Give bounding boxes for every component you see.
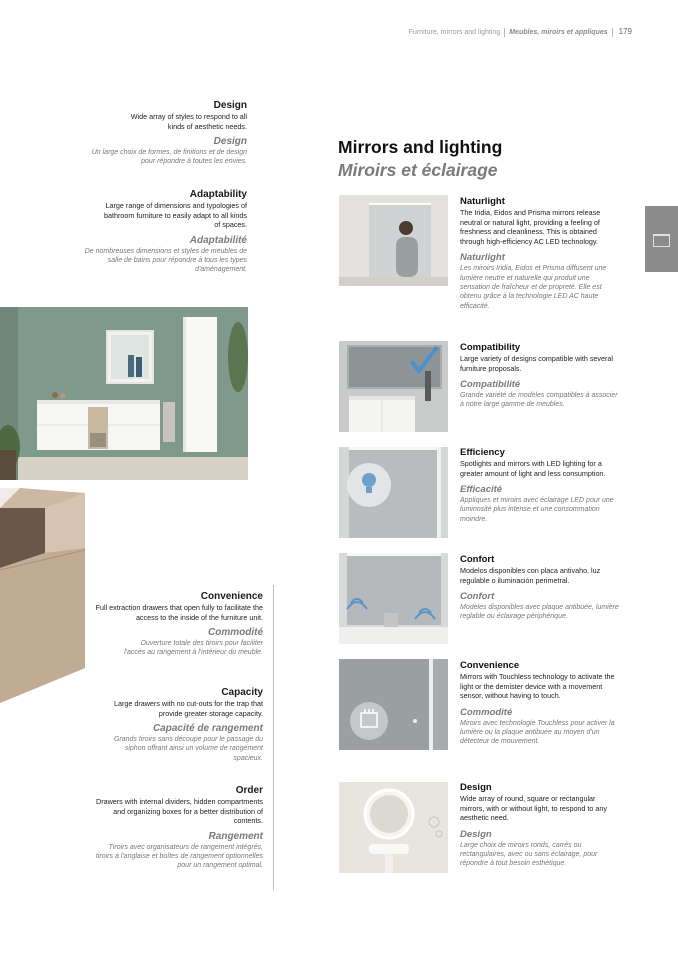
efficiency-photo <box>339 447 448 538</box>
header-divider <box>612 28 613 37</box>
feature-text-fr: Ouverture totale des tiroirs pour faciliter l'accès au rangement à l'intérieur du meuble. <box>124 640 263 657</box>
drawer-unit-photo <box>0 488 85 703</box>
feature-title-en: Adaptability <box>189 189 247 200</box>
feature-text-fr: De nombreuses dimensions et styles de meubles de salle de bains pour répondre à tous les types d'aménagement. <box>84 247 247 274</box>
column-divider <box>273 585 274 890</box>
running-header <box>409 27 632 37</box>
feature-text-fr: Large choix de miroirs ronds, carrés ou rectangulaires, avec ou sans éclairage, pour répondre à tout besoin esthétique. <box>460 841 598 868</box>
feature-naturlight <box>460 196 620 311</box>
bathroom-furniture-photo <box>0 307 248 480</box>
feature-text-fr: Tiroirs avec organisateurs de rangement intégrés, tiroirs à l'anglaise et boîtes de rangement optionnelles pour un rangement optimal. <box>95 843 263 870</box>
feature-title-fr: Commodité <box>208 627 263 639</box>
feature-title-fr: Design <box>460 828 492 840</box>
feature-text-en: Drawers with internal dividers, hidden compartments and organizing boxes for a better distribution of contents. <box>96 797 263 826</box>
confort-photo <box>339 553 448 644</box>
header-section-fr: Meubles, miroirs et appliques <box>509 29 608 36</box>
page-number: 179 <box>618 27 632 36</box>
feature-title-en: Order <box>235 785 263 796</box>
feature-design <box>460 782 620 869</box>
feature-text-en: Large variety of designs compatible with several furniture proposals. <box>460 354 614 373</box>
feature-confort <box>460 554 620 622</box>
feature-title-fr: Rangement <box>208 830 263 842</box>
feature-adaptability-left <box>77 189 247 275</box>
feature-text-en: Large range of dimensions and typologies of bathroom furniture to easily adapt to all kinds of spaces. <box>103 201 247 230</box>
feature-design-left <box>77 100 247 167</box>
feature-title-fr: Capacité de rangement <box>152 723 263 735</box>
feature-text-en: Large drawers with no cut-outs for the trap that provide greater storage capacity. <box>113 699 263 718</box>
feature-text-en: Modelos disponibles con placa antivaho, luz regulable o iluminación perimetral. <box>460 566 601 585</box>
feature-text-fr: Les miroirs Iridia, Eidos et Prisma diffusent une lumière neutre et naturelle qui produit une sensation de fraîcheur et de propreté. Elle est obtenu grâce à la technologie LED AC haute efficacité. <box>460 265 607 310</box>
page-subtitle: Miroirs et éclairage <box>338 160 498 180</box>
feature-text-en: The Iridia, Eidos and Prisma mirrors release neutral or natural light, providing a feeling of freshness and cleanliness. This is obtained through high-efficiency AC LED technology. <box>460 208 601 246</box>
feature-title-fr: Compatibilité <box>460 379 521 391</box>
feature-text-en: Spotlights and mirrors with LED lighting for a greater amount of light and less consumption. <box>460 459 606 478</box>
feature-title-en: Confort <box>460 554 495 565</box>
feature-compatibility <box>460 342 620 410</box>
feature-title-fr: Commodité <box>460 706 513 718</box>
header-section-en: Furniture, mirrors and lighting <box>408 29 501 36</box>
feature-title-en: Naturlight <box>460 196 505 207</box>
compatibility-photo <box>339 341 448 432</box>
header-divider <box>504 28 505 37</box>
feature-title-fr: Design <box>213 136 247 148</box>
feature-text-fr: Grands tiroirs sans découpe pour le passage du siphon offrant ainsi un volume de rangement spacieux. <box>113 736 263 762</box>
furniture-icon <box>653 234 670 247</box>
feature-text-en: Full extraction drawers that open fully to facilitate the access to the inside of the furniture unit. <box>95 603 263 622</box>
feature-convenience-left <box>93 591 263 658</box>
feature-title-fr: Confort <box>460 591 495 603</box>
feature-title-en: Convenience <box>460 660 520 671</box>
feature-efficiency <box>460 447 620 524</box>
page-title: Mirrors and lighting <box>338 137 503 157</box>
naturlight-photo <box>339 195 448 286</box>
design-photo <box>339 782 448 873</box>
feature-title-en: Capacity <box>221 687 263 698</box>
feature-title-en: Efficiency <box>460 447 505 458</box>
feature-title-fr: Efficacité <box>460 484 503 496</box>
touchless-photo <box>339 659 448 750</box>
feature-text-fr: Grande variété de modèles compatibles à associer à notre large gamme de meubles. <box>460 392 618 409</box>
feature-order-left <box>93 785 263 871</box>
feature-capacity-left <box>93 687 263 763</box>
feature-title-en: Compatibility <box>460 342 521 353</box>
feature-text-en: Wide array of styles to respond to all kinds of aesthetic needs. <box>130 112 247 131</box>
feature-text-fr: Appliques et miroirs avec éclairage LED pour une luminosité plus intense et une consommation moindre. <box>460 497 614 523</box>
feature-text-en: Mirrors with Touchless technology to activate the light or the demister device with a movement sensor, without having to touch. <box>460 672 615 701</box>
feature-title-fr: Adaptabilité <box>189 234 247 246</box>
feature-text-fr: Modèles disponibles avec plaque antibuée, lumière reglable ou éclairage périphérique. <box>460 604 619 621</box>
feature-convenience <box>460 660 620 747</box>
feature-text-fr: Miroirs avec technologie Touchless pour activer la lumière ou la plaque antibuée au moyen d'un détecteur de mouvement. <box>460 719 615 746</box>
section-tab[interactable] <box>645 206 678 272</box>
feature-title-en: Convenience <box>200 591 263 602</box>
feature-title-fr: Naturlight <box>460 252 505 264</box>
feature-text-en: Wide array of round, square or rectangular mirrors, with or without light, to respond to any aesthetic need. <box>460 794 608 823</box>
feature-text-fr: Un large choix de formes, de finitions et de design pour répondre à toutes les envies. <box>91 149 247 166</box>
feature-title-en: Design <box>460 782 492 793</box>
feature-title-en: Design <box>213 100 247 111</box>
